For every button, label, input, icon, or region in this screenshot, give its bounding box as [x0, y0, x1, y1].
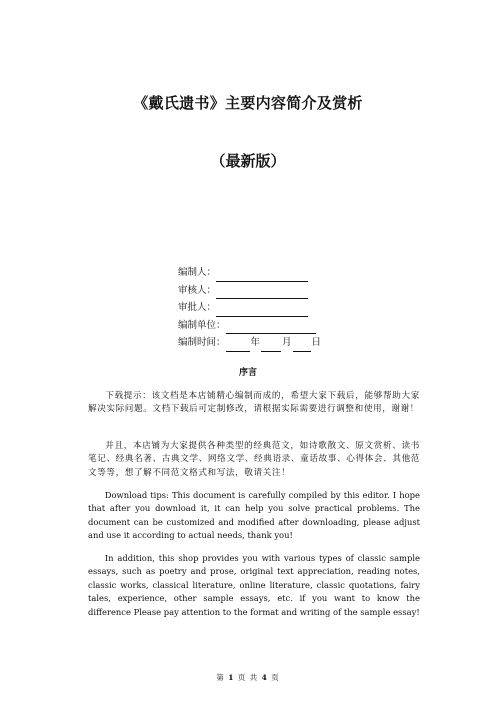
day-word: 日 [311, 337, 322, 348]
footer-prefix: 第 [216, 673, 225, 682]
date-row [178, 334, 322, 352]
reviewer-row [178, 282, 322, 300]
day-blank-line [293, 339, 311, 352]
page-footer [0, 672, 496, 683]
editor-blank-line [216, 269, 308, 282]
approver-label: 审批人： [178, 302, 217, 313]
unit-label: 编制单位： [178, 319, 226, 331]
unit-row [178, 317, 322, 335]
reviewer-label: 审核人： [178, 284, 217, 296]
month-word: 月 [282, 337, 292, 348]
month-blank-line [261, 339, 281, 352]
date-label: 编制时间： [178, 337, 226, 348]
editor-label: 编制人： [178, 267, 217, 278]
approver-blank-line [216, 304, 308, 317]
preface-paragraph-2: 并且，本店铺为大家提供各种类型的经典范文，如诗歌散文、原文赏析、读书笔记、经典名著、古典文学、网络文学、经典语录、童话故事、心得体会、其他范文等等，想了解不同范文格式和写法，敬请关注！ [88, 441, 420, 478]
year-blank-line [226, 339, 250, 352]
document-title: 《戴氏遗书》主要内容简介及赏析 [133, 94, 363, 112]
document-subtitle: （最新版） [210, 152, 286, 170]
reviewer-blank-line [216, 286, 308, 299]
footer-middle: 页 共 [237, 673, 259, 682]
footer-suffix: 页 [271, 673, 280, 682]
preface-paragraph-3: Download tips: This document is carefully compiled by this editor. I hope that after you download it, it can help you solve practical problems. The document can be customized and modified after downloading, please adjust and use it according to actual needs, thank you! [88, 490, 420, 541]
approver-row [178, 299, 322, 317]
year-word: 年 [250, 337, 261, 348]
footer-total-pages: 4 [261, 673, 268, 682]
unit-blank-line [226, 321, 316, 334]
editor-row [178, 264, 322, 282]
preface-paragraph-1: 下载提示：该文档是本店铺精心编制而成的，希望大家下载后，能够帮助大家解决实际问题。文档下载后可定制修改，请根据实际需要进行调整和使用，谢谢！ [88, 391, 420, 415]
document-meta-block [178, 264, 322, 352]
preface-heading: 序言 [238, 368, 257, 378]
footer-current-page: 1 [228, 673, 235, 682]
preface-paragraph-4: In addition, this shop provides you with various types of classic sample essays, such as poetry and prose, original text appreciation, reading notes, classic works, classical literature, online literature, classic quotations, fairy tales, experience, other sample essays, etc. if you want to know the difference Please pay attention to the format and writing of the sample essay! [88, 553, 420, 617]
